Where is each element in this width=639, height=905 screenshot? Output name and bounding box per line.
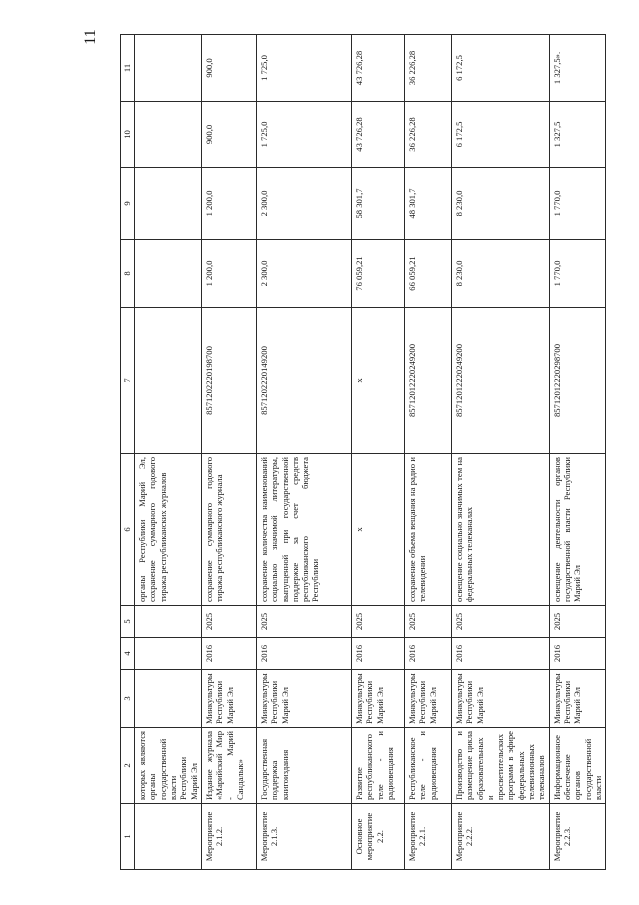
cell-value [135, 240, 202, 308]
cell-title: Государственная поддержка книгоиздания [256, 728, 351, 804]
cell-budget-code: 85712012220298700 [549, 308, 606, 454]
cell-result: сохранение количества наименований социально значимой литературы, выпущенной при государственной поддержке за счет средств республиканского бюджета Республики [256, 454, 351, 606]
cell-measure: Мероприятие 2.2.2. [451, 804, 549, 870]
cell-title: которых являются органы государственной власти Республики Марий Эл [135, 728, 202, 804]
cell-result: освещение деятельности органов государственной власти Республики Марий Эл [549, 454, 606, 606]
cell-budget-code [135, 308, 202, 454]
cell-value: 1 725,0 [256, 35, 351, 102]
cell-value: 58 301,7 [351, 168, 404, 240]
table-row [451, 35, 549, 870]
header-cell: 3 [121, 670, 135, 728]
cell-end-year: 2025 [549, 606, 606, 638]
header-cell: 4 [121, 638, 135, 670]
cell-measure: Основное мероприятие 2.2. [351, 804, 404, 870]
cell-end-year: 2025 [351, 606, 404, 638]
cell-start-year: 2016 [256, 638, 351, 670]
cell-budget-code: 85712022201492​00 [256, 308, 351, 454]
cell-value: 1 770,0 [549, 168, 606, 240]
rotated-page [120, 35, 603, 870]
cell-executor: Минкультуры Республики Марий Эл [351, 670, 404, 728]
cell-value: 48 301,7 [404, 168, 451, 240]
cell-result: освещение социально значимых тем на федеральных телеканалах [451, 454, 549, 606]
cell-value: 1 200,0 [201, 168, 256, 240]
cell-start-year: 2016 [404, 638, 451, 670]
cell-budget-code: х [351, 308, 404, 454]
cell-executor: Минкультуры Республики Марий Эл [549, 670, 606, 728]
cell-measure: Мероприятие 2.2.3. [549, 804, 606, 870]
cell-end-year: 2025 [451, 606, 549, 638]
cell-end-year [135, 606, 202, 638]
cell-executor: Минкультуры Республики Марий Эл [256, 670, 351, 728]
header-cell: 9 [121, 168, 135, 240]
cell-start-year: 2016 [201, 638, 256, 670]
cell-value: 36 226,28 [404, 35, 451, 102]
cell-measure: Мероприятие 2.1.3. [256, 804, 351, 870]
cell-title: Издание журнала «Марийский Мир - Марий Сандалык» [201, 728, 256, 804]
table-row [351, 35, 404, 870]
cell-value: 36 226,28 [404, 102, 451, 168]
cell-value: 6 172,5 [451, 35, 549, 102]
cell-value [135, 102, 202, 168]
cell-budget-code: 85712022201987​00 [201, 308, 256, 454]
cell-start-year: 2016 [451, 638, 549, 670]
cell-value: 43 726,28 [351, 102, 404, 168]
header-cell: 2 [121, 728, 135, 804]
cell-budget-code: 85712012220249200 [404, 308, 451, 454]
header-cell: 8 [121, 240, 135, 308]
cell-value: 2 300,0 [256, 240, 351, 308]
cell-end-year: 2025 [404, 606, 451, 638]
cell-value: 1 327,5». [549, 35, 606, 102]
cell-title: Развитие республиканского теле - и радиовещания [351, 728, 404, 804]
cell-start-year: 2016 [351, 638, 404, 670]
header-cell: 1 [121, 804, 135, 870]
cell-value: 8 230,0 [451, 240, 549, 308]
cell-title: Информационное обеспечение органов государственной власти [549, 728, 606, 804]
cell-value [135, 35, 202, 102]
cell-value: 1 770,0 [549, 240, 606, 308]
cell-result: органы Республики Марий Эл, сохранение суммарного годового тиража республиканских журналов [135, 454, 202, 606]
cell-executor: Минкультуры Республики Марий Эл [451, 670, 549, 728]
cell-value: 1 725,0 [256, 102, 351, 168]
cell-end-year: 2025 [201, 606, 256, 638]
cell-executor: Минкультуры Республики Марий Эл [404, 670, 451, 728]
cell-value: 6 172,5 [451, 102, 549, 168]
cell-title: Производство и размещение цикла образовательных и просветительских программ в эфире федеральных телевизионных телеканалов [451, 728, 549, 804]
cell-value: 43 726,28 [351, 35, 404, 102]
cell-measure [135, 804, 202, 870]
page-number: 11 [82, 29, 99, 45]
cell-budget-code: 85712012220249200 [451, 308, 549, 454]
cell-result: сохранение суммарного годового тиража республиканского журнала [201, 454, 256, 606]
header-cell: 7 [121, 308, 135, 454]
cell-executor: Минкультуры Республики Марий Эл [201, 670, 256, 728]
cell-value: 1 327,5 [549, 102, 606, 168]
cell-value: 900,0 [201, 102, 256, 168]
cell-value: 900,0 [201, 35, 256, 102]
cell-start-year [135, 638, 202, 670]
header-cell: 6 [121, 454, 135, 606]
cell-end-year: 2025 [256, 606, 351, 638]
program-table [120, 34, 606, 870]
header-cell: 11 [121, 35, 135, 102]
table-row [201, 35, 256, 870]
cell-title: Республиканское теле - и радиовещания [404, 728, 451, 804]
cell-value: 2 300,0 [256, 168, 351, 240]
cell-value [135, 168, 202, 240]
cell-executor [135, 670, 202, 728]
cell-value: 8 230,0 [451, 168, 549, 240]
cell-measure: Мероприятие 2.1.2. [201, 804, 256, 870]
cell-result: х [351, 454, 404, 606]
header-cell: 5 [121, 606, 135, 638]
cell-value: 76 059,21 [351, 240, 404, 308]
table-row [135, 35, 202, 870]
cell-value: 66 059,21 [404, 240, 451, 308]
header-cell: 10 [121, 102, 135, 168]
table-row [404, 35, 451, 870]
cell-start-year: 2016 [549, 638, 606, 670]
cell-measure: Мероприятие 2.2.1. [404, 804, 451, 870]
cell-value: 1 200,0 [201, 240, 256, 308]
table-row [549, 35, 606, 870]
cell-result: сохранение объема вещания на радио и телевидении [404, 454, 451, 606]
header-row [121, 35, 135, 870]
table-row [256, 35, 351, 870]
